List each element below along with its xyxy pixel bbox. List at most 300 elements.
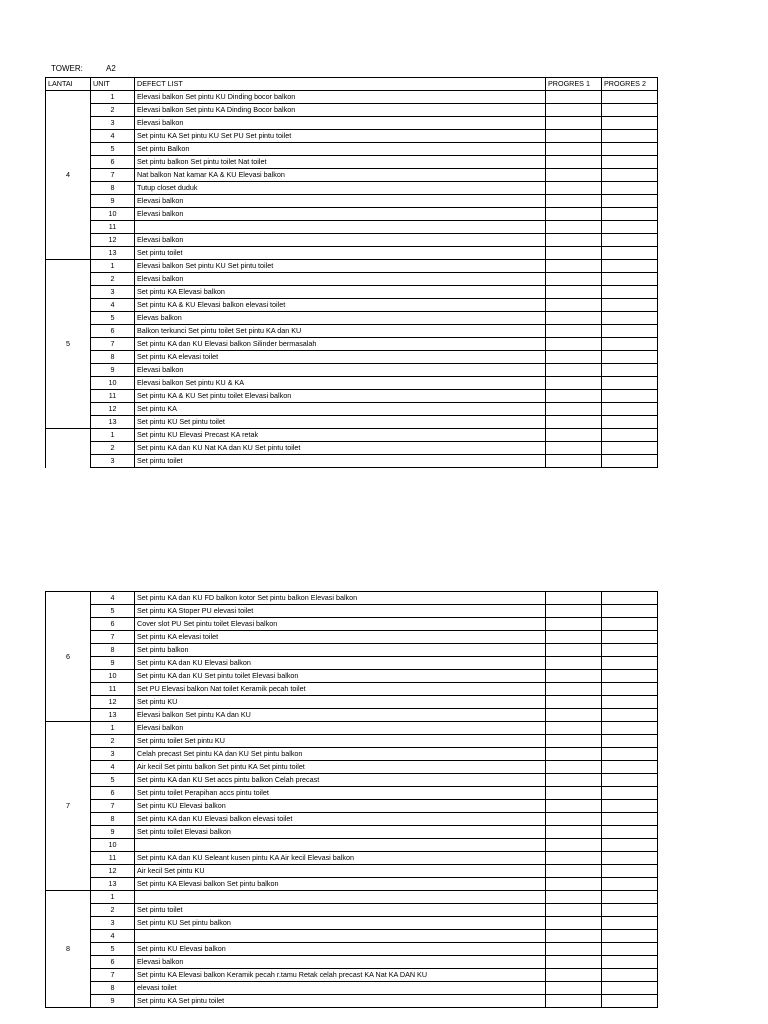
- defect-cell: Set pintu KU Set pintu toilet: [135, 416, 546, 429]
- progres-1-cell: [546, 618, 602, 631]
- defect-cell: Elevasi balkon Set pintu KA Dinding Bocor balkon: [135, 104, 546, 117]
- progres-2-cell: [602, 761, 658, 774]
- unit-cell: 8: [91, 813, 135, 826]
- defect-cell: Set pintu KA dan KU Elevasi balkon Silinder bermasalah: [135, 338, 546, 351]
- progres-1-cell: [546, 592, 602, 605]
- unit-cell: 13: [91, 247, 135, 260]
- unit-cell: 4: [91, 299, 135, 312]
- table-row: [46, 683, 658, 696]
- defect-cell: Set pintu toilet: [135, 904, 546, 917]
- table-row: [46, 351, 658, 364]
- unit-cell: 5: [91, 605, 135, 618]
- unit-cell: 7: [91, 969, 135, 982]
- defect-cell: Set pintu KU Elevasi Precast KA retak: [135, 429, 546, 442]
- defect-cell: Set pintu toilet Set pintu KU: [135, 735, 546, 748]
- progres-1-cell: [546, 644, 602, 657]
- unit-cell: 8: [91, 182, 135, 195]
- defect-cell: Nat balkon Nat kamar KA & KU Elevasi balkon: [135, 169, 546, 182]
- unit-cell: 10: [91, 377, 135, 390]
- unit-cell: 10: [91, 670, 135, 683]
- tower-label: TOWER:: [51, 64, 83, 73]
- defect-cell: Set pintu toilet Perapihan accs pintu toilet: [135, 787, 546, 800]
- unit-cell: 12: [91, 865, 135, 878]
- defect-cell: Elevasi balkon: [135, 117, 546, 130]
- table-row: [46, 800, 658, 813]
- progres-2-cell: [602, 390, 658, 403]
- progres-1-cell: [546, 286, 602, 299]
- table-row: [46, 917, 658, 930]
- progres-2-cell: [602, 787, 658, 800]
- unit-cell: 2: [91, 904, 135, 917]
- progres-1-cell: [546, 325, 602, 338]
- table-row: [46, 709, 658, 722]
- progres-1-cell: [546, 865, 602, 878]
- progres-1-cell: [546, 91, 602, 104]
- unit-cell: 3: [91, 455, 135, 468]
- defect-cell: Elevasi balkon: [135, 273, 546, 286]
- defect-cell: Set pintu KA dan KU Set accs pintu balkon Celah precast: [135, 774, 546, 787]
- defect-cell: Set pintu KA Set pintu KU Set PU Set pintu toilet: [135, 130, 546, 143]
- table-row: [46, 403, 658, 416]
- unit-cell: 8: [91, 644, 135, 657]
- progres-2-cell: [602, 605, 658, 618]
- defect-cell: Air kecil Set pintu balkon Set pintu KA Set pintu toilet: [135, 761, 546, 774]
- table-row: [46, 442, 658, 455]
- progres-2-cell: [602, 865, 658, 878]
- header-progres-2: PROGRES 2: [602, 78, 658, 91]
- progres-2-cell: [602, 852, 658, 865]
- unit-cell: 6: [91, 156, 135, 169]
- defect-cell: [135, 839, 546, 852]
- table-row: [46, 104, 658, 117]
- lantai-cell: 4: [46, 91, 91, 260]
- progres-2-cell: [602, 696, 658, 709]
- progres-1-cell: [546, 891, 602, 904]
- defect-cell: Air kecil Set pintu KU: [135, 865, 546, 878]
- progres-2-cell: [602, 904, 658, 917]
- table-row: [46, 117, 658, 130]
- table-row: [46, 839, 658, 852]
- table-row: [46, 338, 658, 351]
- table-row: [46, 156, 658, 169]
- progres-1-cell: [546, 956, 602, 969]
- table-row: [46, 182, 658, 195]
- table-row: [46, 312, 658, 325]
- progres-1-cell: [546, 735, 602, 748]
- table-row: [46, 813, 658, 826]
- progres-1-cell: [546, 143, 602, 156]
- progres-1-cell: [546, 995, 602, 1008]
- unit-cell: 3: [91, 286, 135, 299]
- table-row: [46, 826, 658, 839]
- table-row: [46, 260, 658, 273]
- progres-1-cell: [546, 709, 602, 722]
- progres-1-cell: [546, 605, 602, 618]
- table-row: [46, 364, 658, 377]
- defect-cell: Set pintu KA dan KU Nat KA dan KU Set pintu toilet: [135, 442, 546, 455]
- progres-2-cell: [602, 195, 658, 208]
- progres-1-cell: [546, 351, 602, 364]
- header-defect-list: DEFECT LIST: [135, 78, 546, 91]
- progres-2-cell: [602, 631, 658, 644]
- table-row: [46, 618, 658, 631]
- progres-1-cell: [546, 839, 602, 852]
- progres-2-cell: [602, 455, 658, 468]
- lantai-cell: 6: [46, 592, 91, 722]
- defect-cell: Elevasi balkon Set pintu KU & KA: [135, 377, 546, 390]
- progres-1-cell: [546, 969, 602, 982]
- table-row: [46, 943, 658, 956]
- table-row: [46, 696, 658, 709]
- unit-cell: 5: [91, 943, 135, 956]
- defect-cell: Set pintu KA dan KU Elevasi balkon: [135, 657, 546, 670]
- table-row: [46, 787, 658, 800]
- progres-2-cell: [602, 592, 658, 605]
- defect-cell: Set pintu Balkon: [135, 143, 546, 156]
- progres-1-cell: [546, 299, 602, 312]
- defect-cell: [135, 221, 546, 234]
- defect-cell: Celah precast Set pintu KA dan KU Set pintu balkon: [135, 748, 546, 761]
- unit-cell: 1: [91, 260, 135, 273]
- defect-cell: Set pintu KA elevasi toilet: [135, 631, 546, 644]
- defect-cell: Set pintu KA Elevasi balkon Keramik pecah r.tamu Retak celah precast KA Nat KA DAN KU: [135, 969, 546, 982]
- unit-cell: 7: [91, 169, 135, 182]
- progres-2-cell: [602, 826, 658, 839]
- unit-cell: 4: [91, 130, 135, 143]
- unit-cell: 1: [91, 429, 135, 442]
- unit-cell: 9: [91, 364, 135, 377]
- progres-1-cell: [546, 631, 602, 644]
- defect-cell: Elevasi balkon: [135, 956, 546, 969]
- defect-cell: Set pintu KA elevasi toilet: [135, 351, 546, 364]
- defect-cell: Set pintu KA dan KU Set pintu toilet Elevasi balkon: [135, 670, 546, 683]
- defect-cell: Elevasi balkon: [135, 364, 546, 377]
- unit-cell: 2: [91, 273, 135, 286]
- defect-cell: [135, 891, 546, 904]
- progres-2-cell: [602, 644, 658, 657]
- unit-cell: 12: [91, 403, 135, 416]
- progres-1-cell: [546, 247, 602, 260]
- unit-cell: 2: [91, 442, 135, 455]
- unit-cell: 3: [91, 117, 135, 130]
- table-row: [46, 956, 658, 969]
- progres-2-cell: [602, 878, 658, 891]
- table-row: [46, 592, 658, 605]
- defect-cell: [135, 930, 546, 943]
- progres-1-cell: [546, 800, 602, 813]
- defect-cell: Set pintu KU Elevasi balkon: [135, 800, 546, 813]
- progres-1-cell: [546, 774, 602, 787]
- table-row: [46, 195, 658, 208]
- progres-1-cell: [546, 156, 602, 169]
- progres-2-cell: [602, 774, 658, 787]
- unit-cell: 9: [91, 657, 135, 670]
- defect-cell: Set pintu KA Stoper PU elevasi toilet: [135, 605, 546, 618]
- progres-2-cell: [602, 416, 658, 429]
- progres-1-cell: [546, 195, 602, 208]
- progres-1-cell: [546, 377, 602, 390]
- table-row: [46, 774, 658, 787]
- table-row: [46, 91, 658, 104]
- defect-cell: Elevasi balkon Set pintu KA dan KU: [135, 709, 546, 722]
- progres-2-cell: [602, 143, 658, 156]
- unit-cell: 13: [91, 709, 135, 722]
- defect-table-page-1: [45, 77, 658, 468]
- progres-1-cell: [546, 878, 602, 891]
- unit-cell: 8: [91, 351, 135, 364]
- defect-cell: Set pintu KA & KU Set pintu toilet Elevasi balkon: [135, 390, 546, 403]
- progres-1-cell: [546, 722, 602, 735]
- unit-cell: 11: [91, 852, 135, 865]
- progres-2-cell: [602, 982, 658, 995]
- table-row: [46, 670, 658, 683]
- progres-2-cell: [602, 169, 658, 182]
- defect-cell: Set pintu KA dan KU Elevasi balkon elevasi toilet: [135, 813, 546, 826]
- unit-cell: 10: [91, 208, 135, 221]
- defect-table-page-2: [45, 591, 658, 1008]
- unit-cell: 11: [91, 390, 135, 403]
- tower-value: A2: [106, 64, 116, 73]
- progres-2-cell: [602, 208, 658, 221]
- progres-2-cell: [602, 813, 658, 826]
- unit-cell: 3: [91, 917, 135, 930]
- defect-cell: Elevasi balkon: [135, 195, 546, 208]
- progres-2-cell: [602, 260, 658, 273]
- lantai-cell: 8: [46, 891, 91, 1008]
- table-row: [46, 169, 658, 182]
- progres-1-cell: [546, 403, 602, 416]
- header-unit: UNIT: [91, 78, 135, 91]
- table-row: [46, 930, 658, 943]
- progres-2-cell: [602, 800, 658, 813]
- unit-cell: 9: [91, 995, 135, 1008]
- defect-cell: Set pintu KU Set pintu balkon: [135, 917, 546, 930]
- unit-cell: 12: [91, 696, 135, 709]
- unit-cell: 13: [91, 416, 135, 429]
- progres-2-cell: [602, 891, 658, 904]
- table-row: [46, 722, 658, 735]
- progres-2-cell: [602, 969, 658, 982]
- unit-cell: 11: [91, 221, 135, 234]
- unit-cell: 6: [91, 325, 135, 338]
- table-row: [46, 878, 658, 891]
- table-row: [46, 247, 658, 260]
- progres-1-cell: [546, 917, 602, 930]
- unit-cell: 6: [91, 618, 135, 631]
- table-row: [46, 455, 658, 468]
- defect-cell: Set pintu KA dan KU FD balkon kotor Set pintu balkon Elevasi balkon: [135, 592, 546, 605]
- defect-cell: Set pintu toilet: [135, 247, 546, 260]
- table-row: [46, 325, 658, 338]
- unit-cell: 2: [91, 104, 135, 117]
- progres-1-cell: [546, 260, 602, 273]
- progres-1-cell: [546, 273, 602, 286]
- progres-2-cell: [602, 338, 658, 351]
- unit-cell: 7: [91, 338, 135, 351]
- table-row: [46, 904, 658, 917]
- progres-1-cell: [546, 852, 602, 865]
- progres-1-cell: [546, 982, 602, 995]
- progres-2-cell: [602, 221, 658, 234]
- table-row: [46, 761, 658, 774]
- table-row: [46, 605, 658, 618]
- defect-cell: Set pintu KA Elevasi balkon Set pintu balkon: [135, 878, 546, 891]
- progres-2-cell: [602, 273, 658, 286]
- unit-cell: 5: [91, 774, 135, 787]
- progres-1-cell: [546, 390, 602, 403]
- defect-cell: Balkon terkunci Set pintu toilet Set pintu KA dan KU: [135, 325, 546, 338]
- progres-1-cell: [546, 234, 602, 247]
- table-row: [46, 891, 658, 904]
- progres-1-cell: [546, 943, 602, 956]
- defect-cell: Elevasi balkon: [135, 208, 546, 221]
- progres-2-cell: [602, 377, 658, 390]
- unit-cell: 1: [91, 91, 135, 104]
- progres-1-cell: [546, 221, 602, 234]
- progres-2-cell: [602, 247, 658, 260]
- table-row: [46, 631, 658, 644]
- progres-1-cell: [546, 748, 602, 761]
- table-row: [46, 390, 658, 403]
- unit-cell: 7: [91, 800, 135, 813]
- defect-cell: Set pintu toilet Elevasi balkon: [135, 826, 546, 839]
- progres-2-cell: [602, 722, 658, 735]
- progres-1-cell: [546, 338, 602, 351]
- progres-2-cell: [602, 429, 658, 442]
- progres-2-cell: [602, 91, 658, 104]
- unit-cell: 10: [91, 839, 135, 852]
- progres-2-cell: [602, 995, 658, 1008]
- table-row: [46, 657, 658, 670]
- progres-1-cell: [546, 657, 602, 670]
- progres-2-cell: [602, 618, 658, 631]
- progres-2-cell: [602, 156, 658, 169]
- unit-cell: 5: [91, 312, 135, 325]
- defect-cell: Set pintu KA & KU Elevasi balkon elevasi toilet: [135, 299, 546, 312]
- unit-cell: 5: [91, 143, 135, 156]
- unit-cell: 13: [91, 878, 135, 891]
- table-row: [46, 995, 658, 1008]
- defect-cell: Cover slot PU Set pintu toilet Elevasi balkon: [135, 618, 546, 631]
- progres-2-cell: [602, 299, 658, 312]
- unit-cell: 3: [91, 748, 135, 761]
- defect-cell: Elevasi balkon: [135, 722, 546, 735]
- defect-cell: Elevasi balkon Set pintu KU Set pintu toilet: [135, 260, 546, 273]
- progres-2-cell: [602, 182, 658, 195]
- header-row: [46, 78, 658, 91]
- unit-cell: 7: [91, 631, 135, 644]
- defect-cell: Set pintu toilet: [135, 455, 546, 468]
- progres-2-cell: [602, 943, 658, 956]
- progres-2-cell: [602, 683, 658, 696]
- progres-2-cell: [602, 234, 658, 247]
- defect-cell: Elevas balkon: [135, 312, 546, 325]
- progres-2-cell: [602, 735, 658, 748]
- unit-cell: 2: [91, 735, 135, 748]
- progres-1-cell: [546, 670, 602, 683]
- progres-2-cell: [602, 930, 658, 943]
- defect-cell: Set pintu balkon: [135, 644, 546, 657]
- header-progres-1: PROGRES 1: [546, 78, 602, 91]
- progres-1-cell: [546, 696, 602, 709]
- progres-1-cell: [546, 813, 602, 826]
- unit-cell: 1: [91, 722, 135, 735]
- unit-cell: 4: [91, 592, 135, 605]
- defect-cell: Set pintu KA: [135, 403, 546, 416]
- table-row: [46, 852, 658, 865]
- defect-cell: Set pintu KU Elevasi balkon: [135, 943, 546, 956]
- table-row: [46, 969, 658, 982]
- progres-1-cell: [546, 182, 602, 195]
- progres-2-cell: [602, 956, 658, 969]
- table-row: [46, 208, 658, 221]
- progres-1-cell: [546, 904, 602, 917]
- progres-2-cell: [602, 312, 658, 325]
- table-row: [46, 982, 658, 995]
- lantai-cell: 7: [46, 722, 91, 891]
- progres-1-cell: [546, 930, 602, 943]
- progres-2-cell: [602, 286, 658, 299]
- progres-1-cell: [546, 455, 602, 468]
- table-row: [46, 748, 658, 761]
- table-row: [46, 234, 658, 247]
- unit-cell: 9: [91, 195, 135, 208]
- defect-cell: Set pintu KA Set pintu toilet: [135, 995, 546, 1008]
- defect-cell: elevasi toilet: [135, 982, 546, 995]
- unit-cell: 9: [91, 826, 135, 839]
- progres-2-cell: [602, 709, 658, 722]
- table-row: [46, 865, 658, 878]
- progres-2-cell: [602, 839, 658, 852]
- progres-2-cell: [602, 670, 658, 683]
- progres-2-cell: [602, 364, 658, 377]
- table-row: [46, 130, 658, 143]
- progres-1-cell: [546, 442, 602, 455]
- table-row: [46, 644, 658, 657]
- progres-1-cell: [546, 761, 602, 774]
- defect-cell: Set pintu KU: [135, 696, 546, 709]
- table-row: [46, 735, 658, 748]
- defect-cell: Tutup closet duduk: [135, 182, 546, 195]
- unit-cell: 6: [91, 787, 135, 800]
- progres-2-cell: [602, 657, 658, 670]
- progres-2-cell: [602, 130, 658, 143]
- header-lantai: LANTAI: [46, 78, 91, 91]
- progres-1-cell: [546, 416, 602, 429]
- progres-1-cell: [546, 364, 602, 377]
- progres-1-cell: [546, 429, 602, 442]
- progres-1-cell: [546, 787, 602, 800]
- progres-2-cell: [602, 325, 658, 338]
- unit-cell: 4: [91, 761, 135, 774]
- progres-2-cell: [602, 748, 658, 761]
- table-row: [46, 429, 658, 442]
- unit-cell: 8: [91, 982, 135, 995]
- defect-cell: Set pintu balkon Set pintu toilet Nat toilet: [135, 156, 546, 169]
- lantai-cell: [46, 429, 91, 468]
- progres-1-cell: [546, 683, 602, 696]
- progres-1-cell: [546, 312, 602, 325]
- table-row: [46, 273, 658, 286]
- table-row: [46, 299, 658, 312]
- unit-cell: 4: [91, 930, 135, 943]
- progres-1-cell: [546, 826, 602, 839]
- table-row: [46, 143, 658, 156]
- progres-2-cell: [602, 117, 658, 130]
- table-row: [46, 377, 658, 390]
- table-row: [46, 221, 658, 234]
- progres-2-cell: [602, 351, 658, 364]
